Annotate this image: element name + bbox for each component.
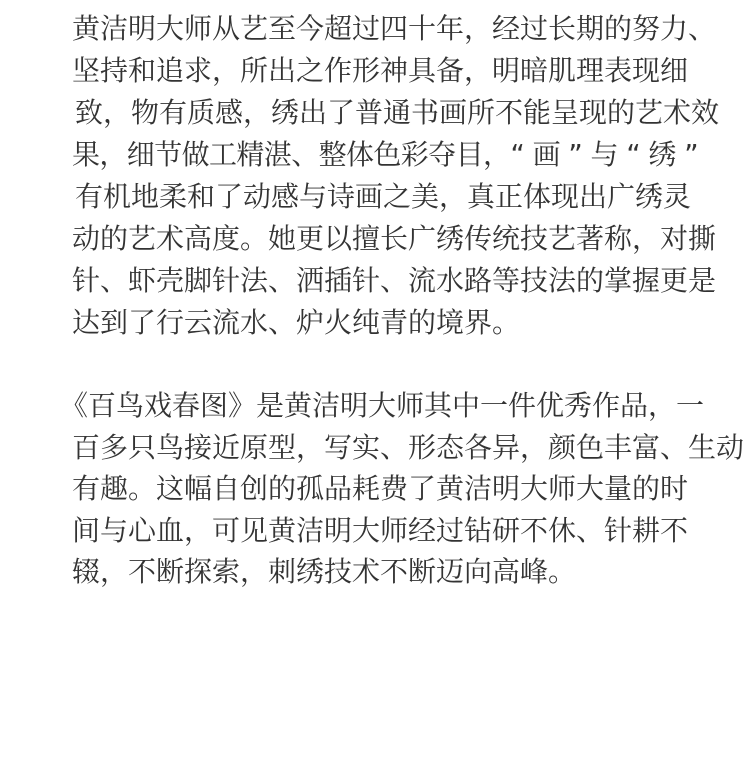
text-line: 百多只鸟接近原型，写实、形态各异，颜色丰富、生动 bbox=[72, 430, 745, 464]
text-line: 间与心血，可见黄洁明大师经过钻研不休、针耕不 bbox=[72, 513, 689, 547]
text-line: 动的艺术高度。她更以擅长广绣传统技艺著称，对撕 bbox=[72, 222, 717, 255]
text-line: 坚持和追求，所出之作形神具备，明暗肌理表现细 bbox=[72, 54, 689, 87]
text-line: 致，物有质感，绣出了普通书画所不能呈现的艺术效 bbox=[75, 96, 720, 129]
article-body bbox=[60, 8, 745, 593]
text-line: 辍，不断探索，刺绣技术不断迈向高峰。 bbox=[72, 555, 577, 588]
text-line: 果，细节做工精湛、整体色彩夺目，“ 画 ” 与 “ 绣 ” bbox=[72, 138, 699, 171]
text-line: 达到了行云流水、炉火纯青的境界。 bbox=[72, 306, 521, 339]
text-line: 《百鸟戏春图》是黄洁明大师其中一件优秀作品，一 bbox=[60, 389, 705, 422]
paragraph-artist-intro bbox=[72, 8, 722, 344]
text-line: 针、虾壳脚针法、洒插针、流水路等技法的掌握更是 bbox=[72, 264, 717, 297]
text-line: 有趣。这幅自创的孤品耗费了黄洁明大师大量的时 bbox=[72, 472, 689, 505]
text-line: 有机地柔和了动感与诗画之美，真正体现出广绣灵 bbox=[75, 180, 692, 213]
text-line: 黄洁明大师从艺至今超过四十年，经过长期的努力、 bbox=[72, 12, 717, 45]
paragraph-artwork-intro bbox=[60, 385, 745, 593]
